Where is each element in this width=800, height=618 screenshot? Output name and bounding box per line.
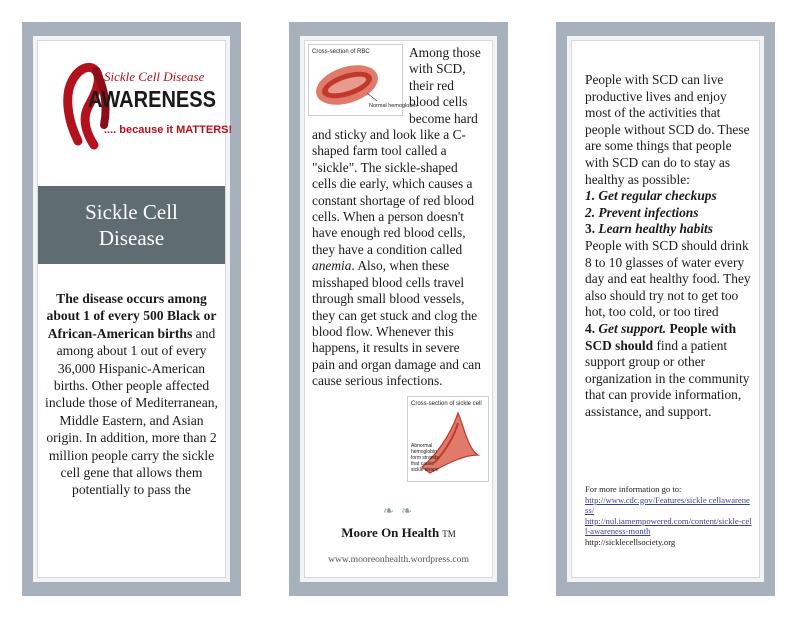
fig1-label: Normal hemoglobin bbox=[369, 103, 417, 109]
awareness-logo bbox=[38, 41, 233, 165]
intro-paragraph bbox=[44, 290, 219, 499]
logo-line-2: AWARENESS bbox=[88, 86, 216, 112]
sickle-cell-figure bbox=[407, 396, 489, 482]
tip-2: 2. Prevent infections bbox=[585, 204, 699, 220]
para-part-b: . Also, when these misshaped blood cells travel through small blood vessels, they can get stuck and clog the blood flow. Whenever this happens, it results in severe pain and organ damage and can cause serious infections. bbox=[312, 258, 481, 389]
panel-3-inner bbox=[567, 36, 764, 582]
fig1-title: Cross-section of RBC bbox=[312, 49, 370, 55]
awareness-ribbon-icon bbox=[38, 41, 233, 165]
website-url: www.mooreonhealth.wordpress.com bbox=[328, 554, 469, 565]
anemia-term: anemia bbox=[312, 258, 352, 274]
cdc-link[interactable]: http://www.cdc.gov/Features/sickle cellawareness/ bbox=[585, 494, 750, 516]
panel-3-card bbox=[571, 40, 760, 578]
brochure-panel-3 bbox=[556, 22, 775, 596]
logo-line-3: .... because it MATTERS! bbox=[104, 124, 233, 136]
fig2-label: Abnormal hemoglobin form strands that cause sickle shape bbox=[411, 443, 439, 473]
info-heading: For more information go to: bbox=[585, 484, 682, 494]
sickle-cell-icon bbox=[408, 397, 488, 481]
ornament-divider: ❧ ❧ bbox=[382, 503, 415, 518]
tip-4: Get support. bbox=[598, 320, 667, 336]
brand-text: Moore On Health bbox=[341, 525, 440, 540]
panel-2-card bbox=[304, 40, 493, 578]
para-part-a: Among those with SCD, their red blood cells become hard and sticky and look like a C-shaped farm tool called a "sickle". The sickle-shaped cells die early, which causes a constant shortage of red blood cells. When a person doesn't have enough red blood cells, they have a condition called bbox=[312, 45, 481, 257]
sickle-description bbox=[312, 45, 485, 390]
nul-link[interactable]: http://nul.iamempowered.com/content/sickle-cell-awareness-month bbox=[585, 515, 752, 537]
more-info bbox=[585, 484, 753, 548]
sickle-cell-society-link[interactable]: http://sicklecellsociety.org bbox=[585, 536, 676, 547]
tip-1: 1. Get regular checkups bbox=[585, 188, 717, 204]
fig2-title: Cross-section of sickle cell bbox=[411, 401, 482, 407]
tip-4-number: 4. bbox=[585, 320, 599, 336]
title-band bbox=[38, 186, 225, 264]
normal-rbc-figure bbox=[308, 44, 417, 116]
intro-bold: The disease occurs among about 1 of every 500 Black or African-American births bbox=[46, 291, 217, 341]
intro-rest: and among about 1 out of every 36,000 Hispanic-American births. Other people affected include those of Mediterranean, Middle Eastern, and Asian origin. In addition, more than 2 million people carry the sickle cell gene that allows them potentially to pass the bbox=[45, 325, 218, 498]
tip-4-text: find a patient support group or other organization in the community that can provide information, assistance, and support. bbox=[585, 337, 750, 419]
title-line-1: Sickle Cell bbox=[85, 200, 178, 224]
logo-line-1: Sickle Cell Disease bbox=[104, 69, 205, 84]
trademark: TM bbox=[442, 529, 456, 539]
healthy-tips bbox=[585, 72, 753, 420]
tip-4-bold: People with SCD should bbox=[585, 320, 737, 353]
brochure-panel-2 bbox=[289, 22, 508, 596]
tips-intro: People with SCD can live productive lives and enjoy most of the activities that people without SCD do. These are some things that people with SCD can do to stay as healthy as possible: bbox=[585, 72, 750, 187]
tip-3-text: People with SCD should drink 8 to 10 glasses of water every day and eat healthy food. They also should try not to get too hot, too cold, or too tired bbox=[585, 237, 751, 320]
brochure-panel-1 bbox=[22, 22, 241, 596]
title-line-2: Disease bbox=[98, 226, 165, 250]
brand-name bbox=[305, 525, 492, 541]
panel-1-inner bbox=[33, 36, 233, 582]
normal-rbc-icon bbox=[309, 45, 417, 115]
tip-3-number: 3. bbox=[585, 221, 599, 237]
panel-2-inner bbox=[300, 36, 497, 582]
tip-3: Learn healthy habits bbox=[598, 221, 713, 237]
panel-1-card bbox=[37, 40, 233, 578]
